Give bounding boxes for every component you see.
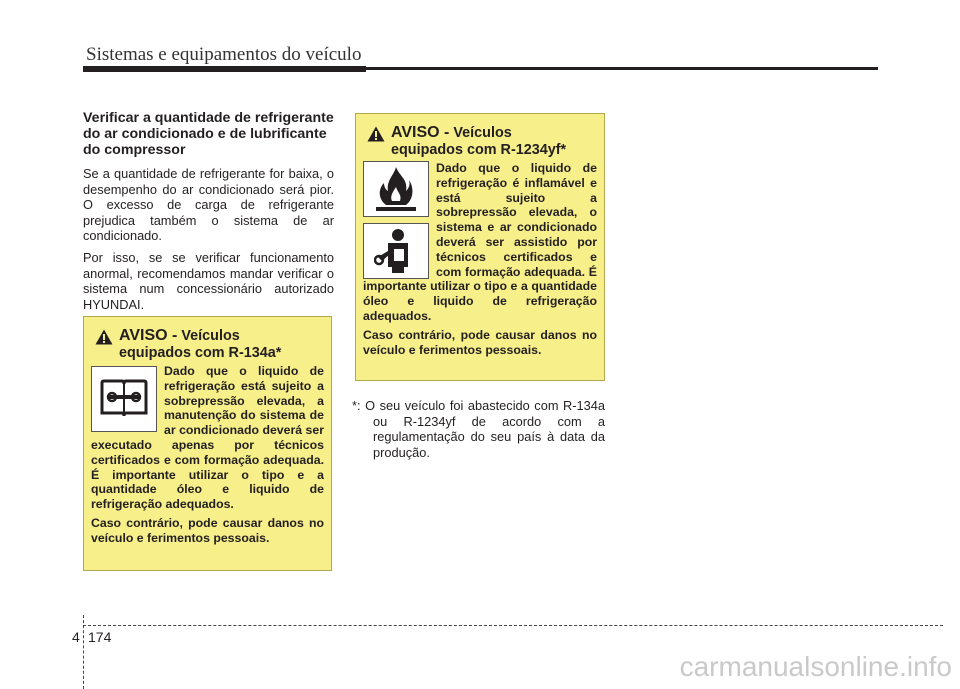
warning-label: AVISO -	[119, 327, 178, 344]
technician-icon	[363, 223, 429, 279]
chapter-number: 4	[72, 629, 80, 645]
watermark: carmanualsonline.info	[679, 651, 952, 682]
warning-title-line2: equipados com R-134a*	[119, 345, 282, 361]
warning-text: Dado que o liquido de refrigeração é inflamável e está sujeito a sobrepressão elevada, o sistema e ar condicionado deverá ser assistido por técnicos certificados e com formação adequada. É importante utilizar o tipo e a quantidade óleo e liquido de refrigeração adequados.	[363, 161, 597, 323]
header-rule-accent	[83, 66, 366, 72]
warning-triangle-icon	[95, 329, 113, 345]
header-title: Sistemas e equipamentos do veículo	[86, 44, 362, 65]
warning-text-2: Caso contrário, pode causar danos no veículo e ferimentos pessoais.	[91, 515, 324, 545]
warning-title-line2: equipados com R-1234yf*	[391, 142, 567, 158]
warning-title	[91, 327, 324, 362]
warning-box-r134a	[83, 316, 332, 571]
flammable-icon	[363, 161, 429, 217]
warning-title	[363, 124, 597, 159]
section-heading: Verificar a quantidade de refrigerante do ar condicionado e de lubrificante do compressor	[83, 110, 334, 158]
warning-title-line1: Veículos	[453, 125, 512, 141]
service-manual-icon	[91, 366, 157, 432]
footer-divider	[83, 615, 84, 689]
footer-rule	[83, 625, 943, 626]
paragraph-2: Por isso, se se verificar funcionamento anormal, recomendamos mandar verificar o sistema num concessionário autorizado HYUNDAI.	[83, 249, 334, 312]
warning-text: Dado que o liquido de refrigeração está sujeito a sobrepressão elevada, a manutenção do sistema de ar condicionado deverá ser executado apenas por técnicos certificados e com formação adequada. É importante utilizar o tipo e a quantidade óleo e liquido de refrigeração adequados.	[91, 364, 324, 512]
warning-triangle-icon	[367, 126, 385, 142]
warning-text-2: Caso contrário, pode causar danos no veículo e ferimentos pessoais.	[363, 327, 597, 357]
footnote	[352, 398, 605, 460]
warning-label: AVISO -	[391, 124, 450, 141]
warning-title-line1: Veículos	[181, 328, 240, 344]
paragraph-1: Se a quantidade de refrigerante for baixa, o desempenho do ar condicionado será pior. O excesso de carga de refrigerante prejudica também o sistema de ar condicionado.	[83, 166, 334, 244]
warning-box-r1234yf	[355, 113, 605, 381]
page-number: 174	[88, 629, 112, 645]
left-column	[83, 110, 334, 318]
footnote-text: *: O seu veículo foi abastecido com R-134a ou R-1234yf de acordo com a regulamentação do seu país à data da produção.	[352, 398, 605, 460]
